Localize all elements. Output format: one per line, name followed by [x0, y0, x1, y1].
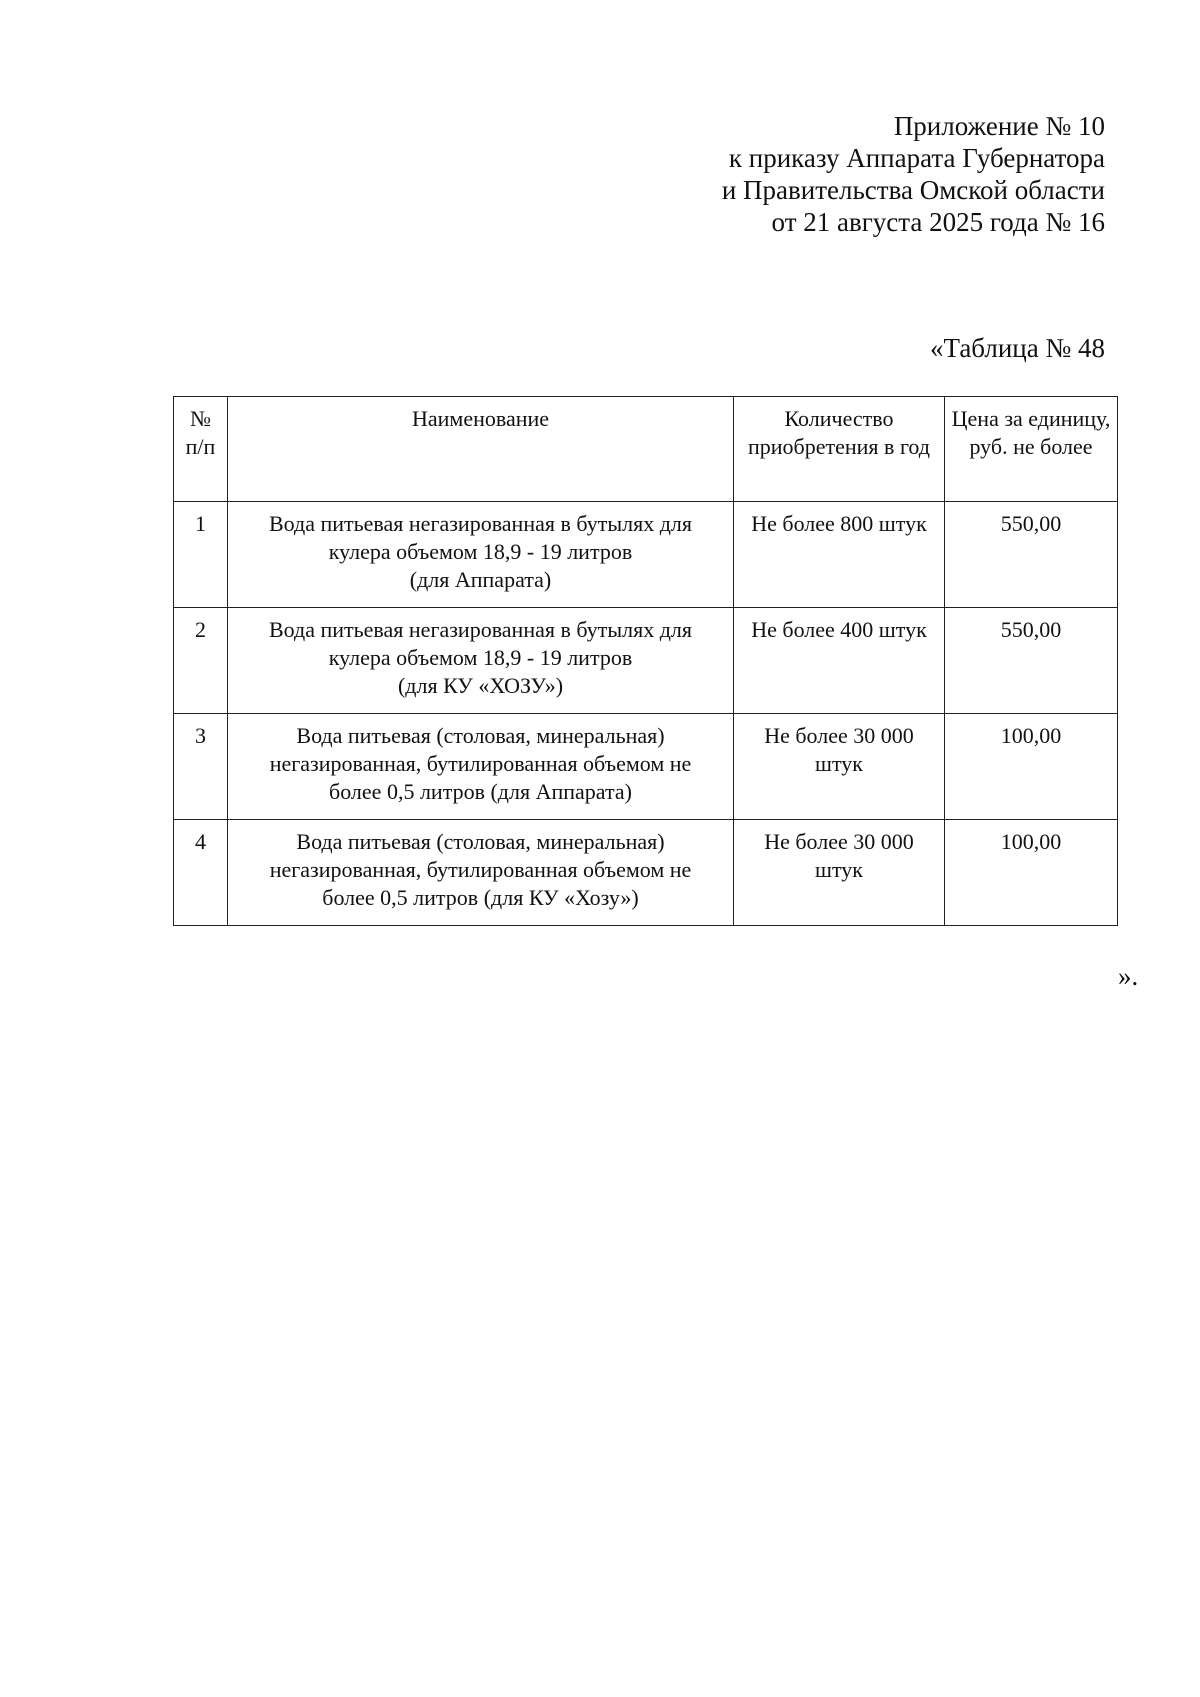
row-name — [228, 502, 734, 608]
closing-quote-mark: ». — [1118, 961, 1139, 991]
header-quantity: Количество приобретения в год — [734, 397, 945, 502]
appendix-header — [722, 110, 1105, 238]
row-price: 100,00 — [945, 714, 1118, 820]
appendix-issuer: и Правительства Омской области — [721, 175, 1105, 205]
table-caption: «Таблица № 48 — [930, 333, 1105, 363]
row-price: 100,00 — [945, 820, 1118, 926]
table-row — [174, 608, 1118, 714]
row-name-line: негазированная, бутилированная объемом не — [269, 751, 692, 776]
row-name — [228, 714, 734, 820]
table-row — [174, 714, 1118, 820]
appendix-title: Приложение № 10 — [893, 111, 1105, 141]
row-quantity: Не более 30 000 штук — [734, 714, 945, 820]
row-name — [228, 608, 734, 714]
row-name-line: кулера объемом 18,9 - 19 литров — [328, 539, 633, 564]
row-number: 2 — [174, 608, 228, 714]
row-price: 550,00 — [945, 502, 1118, 608]
row-name-line: (для КУ «ХОЗУ») — [397, 673, 564, 698]
row-name-line: Вода питьевая (столовая, минеральная) — [296, 829, 665, 854]
row-name-line: Вода питьевая негазированная в бутылях для — [268, 617, 693, 642]
row-quantity: Не более 30 000 штук — [734, 820, 945, 926]
table-row — [174, 502, 1118, 608]
row-name-line: Вода питьевая (столовая, минеральная) — [296, 723, 665, 748]
row-name-line: более 0,5 литров (для КУ «Хозу») — [322, 885, 639, 910]
header-row — [174, 397, 1118, 502]
row-name-line: Вода питьевая негазированная в бутылях для — [268, 511, 693, 536]
row-number: 1 — [174, 502, 228, 608]
row-number: 3 — [174, 714, 228, 820]
header-price: Цена за единицу, руб. не более — [945, 397, 1118, 502]
appendix-order-reference: к приказу Аппарата Губернатора — [728, 143, 1105, 173]
table-row — [174, 820, 1118, 926]
header-number: № п/п — [174, 397, 228, 502]
row-name-line: негазированная, бутилированная объемом не — [269, 857, 692, 882]
row-number: 4 — [174, 820, 228, 926]
row-name — [228, 820, 734, 926]
row-name-line: (для Аппарата) — [409, 567, 552, 592]
row-quantity: Не более 400 штук — [734, 608, 945, 714]
table-body — [174, 502, 1118, 926]
appendix-date-number: от 21 августа 2025 года № 16 — [771, 207, 1105, 237]
row-name-line: более 0,5 литров (для Аппарата) — [329, 779, 632, 804]
row-price: 550,00 — [945, 608, 1118, 714]
table-header — [174, 397, 1118, 502]
row-quantity: Не более 800 штук — [734, 502, 945, 608]
header-name: Наименование — [228, 397, 734, 502]
purchase-table — [173, 396, 1118, 926]
row-name-line: кулера объемом 18,9 - 19 литров — [328, 645, 633, 670]
